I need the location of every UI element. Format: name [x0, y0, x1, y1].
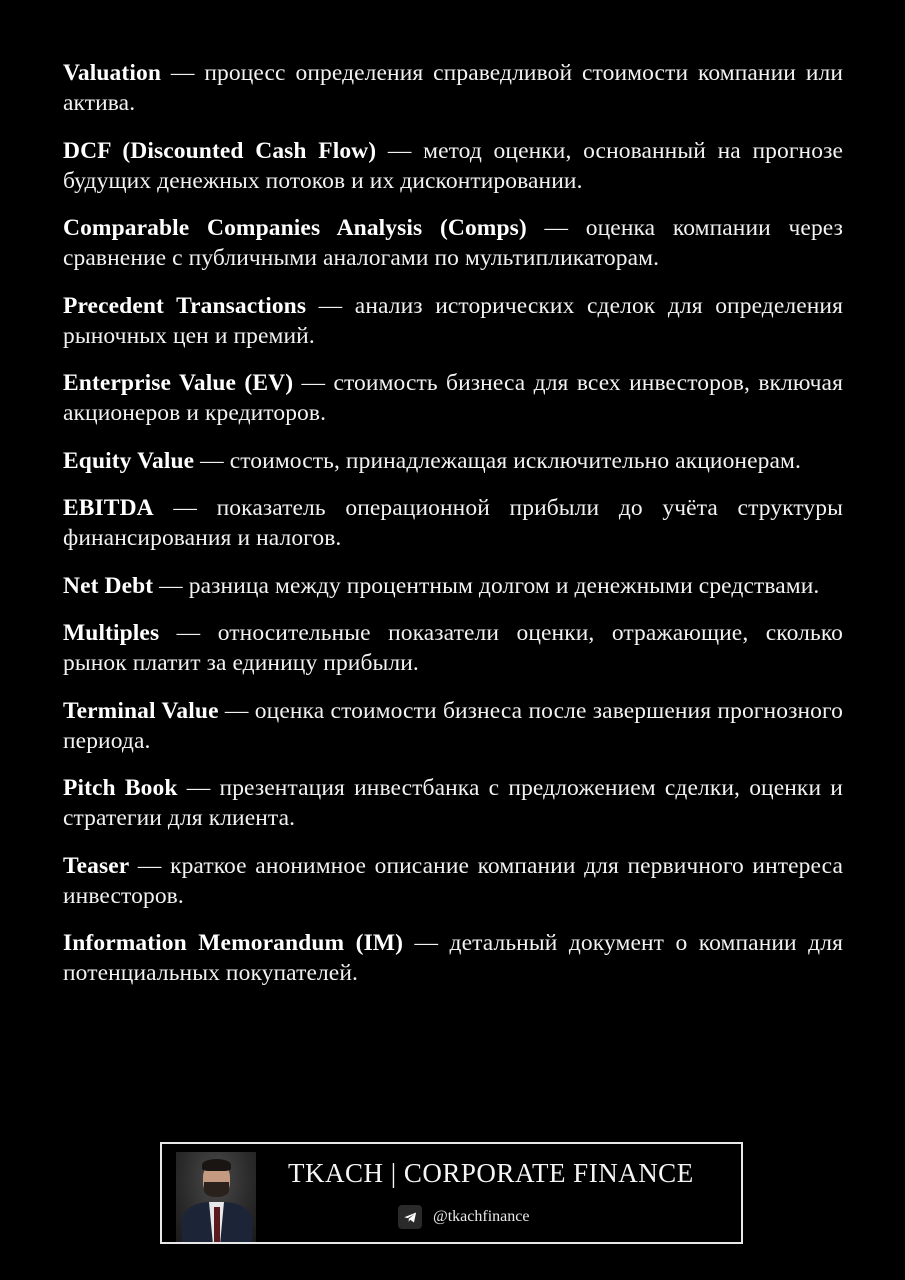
definition: — краткое анонимное описание компании для первичного интереса инвесторов. — [63, 852, 843, 909]
glossary-entry-dcf — [63, 136, 843, 196]
term: Terminal Value — [63, 697, 219, 724]
definition: — относительные показатели оценки, отражающие, сколько рынок платит за единицу прибыли. — [63, 620, 843, 676]
glossary-entry-ev — [63, 368, 843, 428]
term: Equity Value — [63, 447, 195, 474]
definition: — анализ исторических сделок для определения рыночных цен и премий. — [63, 292, 844, 349]
definition: — стоимость, принадлежащая исключительно акционерам. — [194, 447, 801, 474]
definition: — оценка стоимости бизнеса после завершения прогнозного периода. — [63, 697, 843, 754]
telegram-handle: @tkachfinance — [433, 1208, 530, 1225]
author-photo — [176, 1152, 256, 1242]
term: DCF (Discounted Cash Flow) — [63, 137, 377, 164]
term: EBITDA — [63, 495, 154, 521]
glossary-entry-precedent — [63, 291, 843, 351]
term: Net Debt — [63, 572, 154, 599]
glossary-entry-equity-value — [63, 446, 843, 476]
term: Teaser — [63, 852, 130, 879]
term: Pitch Book — [63, 775, 178, 801]
glossary-entry-valuation — [63, 58, 843, 118]
brand-title: TKACH | CORPORATE FINANCE — [288, 1158, 694, 1188]
glossary-entry-teaser — [63, 851, 843, 911]
term: Comparable Companies Analysis (Comps) — [63, 215, 527, 241]
definition: — метод оценки, основанный на прогнозе будущих денежных потоков и их дисконтировании. — [63, 137, 843, 194]
glossary-entry-multiples — [63, 618, 843, 678]
term: Information Memorandum (IM) — [63, 930, 404, 956]
glossary-entry-pitch-book — [63, 773, 843, 833]
glossary-entry-terminal-value — [63, 696, 843, 756]
telegram-icon — [398, 1205, 422, 1229]
telegram-handle-link[interactable] — [398, 1205, 529, 1229]
term: Enterprise Value (EV) — [63, 370, 294, 396]
definition: — стоимость бизнеса для всех инвесторов, включая акционеров и кредиторов. — [63, 370, 843, 426]
definition: — презентация инвестбанка с предложением сделки, оценки и стратегии для клиента. — [63, 775, 843, 831]
glossary-list — [63, 58, 843, 1006]
glossary-entry-net-debt — [63, 571, 843, 601]
definition: — оценка компании через сравнение с публичными аналогами по мультипликаторам. — [63, 215, 843, 271]
term: Valuation — [63, 60, 161, 86]
term: Multiples — [63, 620, 160, 646]
author-footer — [160, 1142, 743, 1244]
glossary-entry-im — [63, 928, 843, 988]
definition: — разница между процентным долгом и денежными средствами. — [153, 572, 820, 599]
term: Precedent Transactions — [63, 292, 307, 319]
glossary-entry-ebitda — [63, 493, 843, 553]
definition: — детальный документ о компании для потенциальных покупателей. — [63, 930, 843, 986]
definition: — показатель операционной прибыли до учёта структуры финансирования и налогов. — [63, 495, 843, 551]
glossary-entry-comps — [63, 213, 843, 273]
definition: — процесс определения справедливой стоимости компании или актива. — [63, 60, 843, 116]
